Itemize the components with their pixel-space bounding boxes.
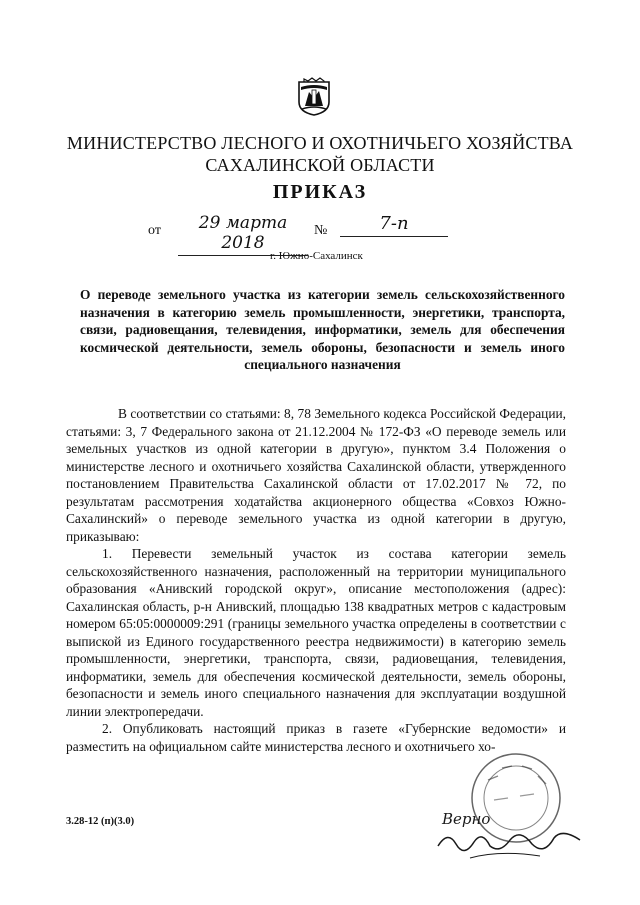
form-code: 3.28-12 (п)(3.0): [66, 816, 135, 827]
sakhalin-coat-of-arms-icon: [296, 76, 332, 116]
handwritten-signature-icon: [430, 800, 590, 864]
ministry-line-1: МИНИСТЕРСТВО ЛЕСНОГО И ОХОТНИЧЬЕГО ХОЗЯЙСТВА: [66, 133, 574, 153]
item-1-paragraph: 1. Перевести земельный участок из состава категории земель сельскохозяйственного назначения, расположенный на территории муниципального образования «Анивский городской округ», описание местоположения (адрес): Сахалинская область, р-н Анивский, площадью 138 квадратных метров с кадастровым номером 65:05:0000009:291 (границы земельного участка определены в соответствии с выпиской из Единого государственного реестра недвижимости) в категорию земель промышленности, энергетики, транспорта, связи, радиовещания, телевидения, информатики, земель для обеспечения космической деятельности, земель обороны, безопасности и земель иного специального назначения для эксплуатации воздушной линии электропередачи.: [66, 546, 566, 719]
ministry-name: [60, 132, 580, 176]
document-type: ПРИКАЗ: [272, 181, 368, 203]
signature-text: Верно: [442, 810, 491, 828]
date-label: от: [148, 223, 161, 238]
handwritten-number: 7-п: [340, 213, 448, 237]
date-number-line: [148, 213, 468, 253]
order-body: [66, 405, 566, 755]
ministry-line-2: САХАЛИНСКОЙ ОБЛАСТИ: [205, 155, 435, 175]
number-label: №: [314, 223, 328, 238]
item-2-paragraph: 2. Опубликовать настоящий приказ в газете «Губернские ведомости» и разместить на официальном сайте министерства лесного и охотничьего хо-: [66, 721, 566, 754]
order-subject: О переводе земельного участка из категории земель сельскохозяйственного назначения в категорию земель промышленности, энергетики, транспорта, связи, радиовещания, телевидения, информатики, земель для обеспечения космической деятельности, земель обороны, безопасности и земель иного специального назначения: [80, 287, 565, 372]
city: г. Южно-Сахалинск: [270, 250, 363, 262]
handwritten-date: 29 марта 2018: [178, 213, 308, 256]
preamble-paragraph: В соответствии со статьями: 8, 78 Земельного кодекса Российской Федерации, статьями: 3, 7 Федерального закона от 21.12.2004 № 172-ФЗ «О переводе земель или земельных участков из одной категории в другую», пунктом 3.4 Положения о министерстве лесного и охотничьего хозяйства Сахалинской области, утвержденного постановлением Правительства Сахалинской области от 17.02.2017 № 72, по результатам рассмотрения ходатайства акционерного общества «Совхоз Южно-Сахалинский» о переводе земельного участка из одной категории в другую, приказываю:: [66, 406, 566, 544]
